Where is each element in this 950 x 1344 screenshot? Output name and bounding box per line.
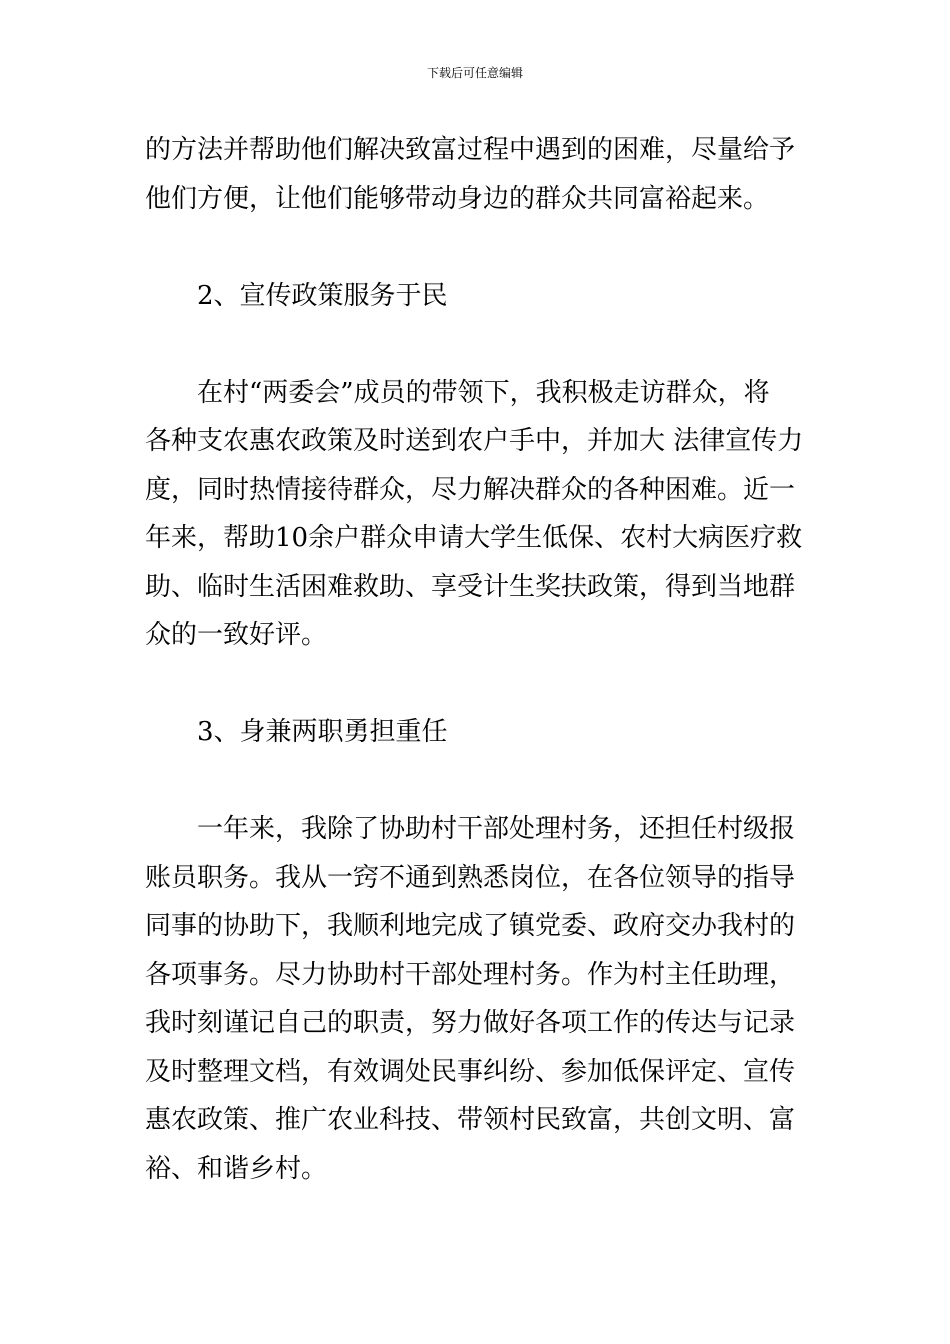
paragraph-line: 在村“两委会”成员的带领下，我积极走访群众，将 [197,377,770,408]
paragraph-line: 裕、和谐乡村。 [145,1153,328,1184]
paragraph-line: 年来，帮助10余户群众申请大学生低保、农村大病医疗救 [145,523,803,553]
paragraph-line: 账员职务。我从一窍不通到熟悉岗位，在各位领导的指导 [145,862,796,893]
paragraph-line: 同事的协助下，我顺利地完成了镇党委、政府交办我村的 [145,911,796,941]
paragraph-line: 他们方便，让他们能够带动身边的群众共同富裕起来。 [145,183,770,214]
section-heading: 3、身兼两职勇担重任 [197,717,448,747]
paragraph-line: 我时刻谨记自己的职责，努力做好各项工作的传达与记录 [145,1008,796,1038]
paragraph-line: 助、临时生活困难救助、享受计生奖扶政策，得到当地群 [145,571,796,602]
paragraph-gap [145,320,807,369]
page-header: 下载后可任意编辑 [426,66,523,80]
paragraph-line: 及时整理文档，有效调处民事纠纷、参加低保评定、宣传 [145,1056,796,1087]
document-body [145,126,807,1193]
section-heading: 2、宣传政策服务于民 [197,280,448,311]
paragraph-line: 的方法并帮助他们解决致富过程中遇到的困难，尽量给予 [145,135,796,165]
paragraph-line: 度，同时热情接待群众，尽力解决群众的各种困难。近一 [145,474,796,505]
paragraph-line: 各项事务。尽力协助村干部处理村务。作为村主任助理， [145,959,796,990]
paragraph-line: 一年来，我除了协助村干部处理村务，还担任村级报 [197,814,796,844]
paragraph-gap [145,757,807,806]
paragraph-gap [145,660,807,709]
paragraph-line: 惠农政策、推广农业科技、带领村民致富，共创文明、富 [145,1105,796,1135]
paragraph-line: 各种支农惠农政策及时送到农户手中，并加大 法律宣传力 [145,426,804,456]
paragraph-gap [145,223,807,272]
paragraph-line: 众的一致好评。 [145,620,328,650]
